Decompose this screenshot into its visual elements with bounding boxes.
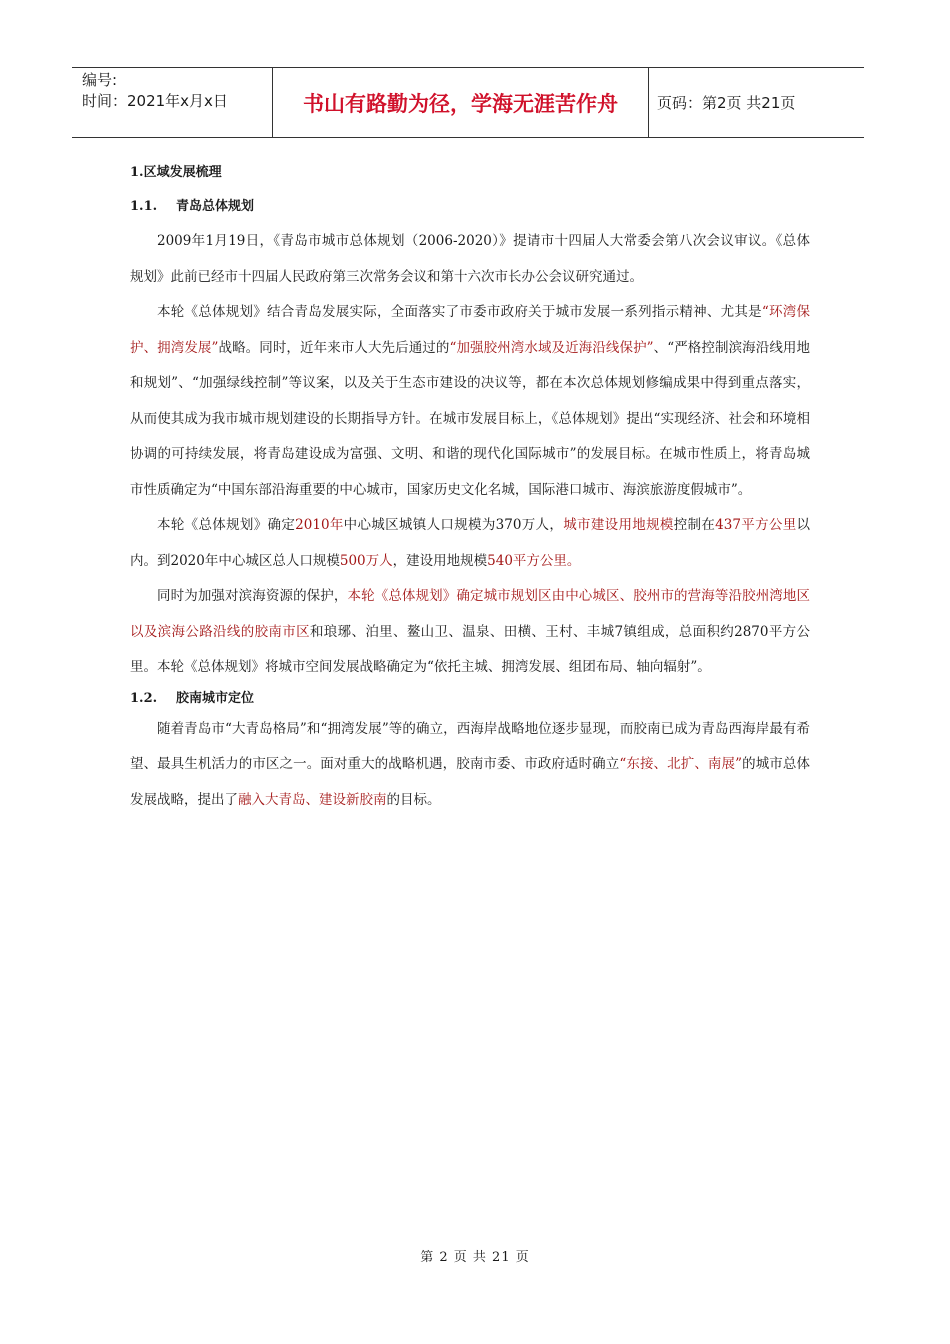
highlight-text: 2010年 (295, 517, 344, 533)
section-heading-1: 1.区域发展梳理 (130, 165, 222, 180)
heading-number: 1.2. (130, 690, 158, 706)
highlight-text: “环湾保护、拥湾发展” (130, 304, 811, 356)
highlight-text: 540平方公里。 (487, 552, 581, 569)
highlight-text: 500万人 (339, 552, 393, 569)
page-header (72, 67, 864, 138)
highlight-text: 融入大青岛、建设新胶南 (238, 791, 387, 808)
text-run: 中心城区城镇人口规模为370万人， (343, 517, 564, 533)
document-body (130, 160, 810, 818)
text-run: 以内。到2020年中心城区总人口规模 (130, 517, 811, 569)
section-heading-1-2 (130, 690, 810, 708)
paragraph-3 (130, 508, 810, 579)
header-motto: 书山有路勤为径，学海无涯苦作舟 (273, 68, 649, 137)
doc-time-label: 时间：2021年x月x日 (82, 92, 228, 110)
header-meta (72, 68, 273, 137)
text-run: 控制在 (673, 517, 716, 533)
heading-number: 1.1. (130, 199, 158, 214)
text-run: 的城市总体发展战略，提出了 (130, 756, 810, 808)
highlight-text: “加强胶州湾水域及近海沿线保护” (449, 339, 654, 356)
text-run: 随着青岛市“大青岛格局”和“拥湾发展”等的确立，西海岸战略地位逐步显现，而胶南已成为青岛西海岸最有希望、最具生机活力的市区之一。面对重大的战略机遇，胶南市委、市政府适时确立 (130, 720, 810, 772)
paragraph-5 (130, 712, 810, 819)
text-run: 战略。同时，近年来市人大先后通过的 (218, 339, 450, 356)
heading-title: 青岛总体规划 (176, 199, 255, 214)
header-page-code: 页码：第2页 共21页 (657, 94, 796, 112)
page-footer: 第 2 页 共 21 页 (420, 1250, 530, 1265)
paragraph-2 (130, 295, 810, 508)
text-run: 的目标。 (386, 791, 441, 808)
text-run: 本轮《总体规划》确定 (157, 517, 296, 533)
text-run: 、“严格控制滨海沿线用地和规划”、“加强绿线控制”等议案，以及关于生态市建设的决议等，都在本次总体规划修编成果中得到重点落实，从而使其成为我市城市规划建设的长期指导方针。在城市发展目标上，《总体规划》提出“实现经济、社会和环境相协调的可持续发展，将青岛建设成为富强、文明、和谐的现代化国际城市”的发展目标。在城市性质上，将青岛城市性质确定为“中国东部沿海重要的中心城市，国家历史文化名城，国际港口城市、海滨旅游度假城市”。 (130, 339, 810, 498)
paragraph-4 (130, 579, 810, 686)
section-heading-1-1 (130, 198, 810, 216)
heading-title: 胶南城市定位 (176, 690, 255, 706)
highlight-text: 城市建设用地规模 (563, 517, 674, 533)
paragraph-1 (130, 224, 810, 295)
doc-number-label: 编号: (82, 71, 118, 89)
text-run: ，建设用地规模 (392, 552, 488, 569)
text-run: 和琅琊、泊里、鳌山卫、温泉、田横、王村、丰城7镇组成，总面积约2870平方公里。本轮《总体规划》将城市空间发展战略确定为“依托主城、拥湾发展、组团布局、轴向辐射”。 (130, 623, 811, 675)
text-run: 本轮《总体规划》结合青岛发展实际，全面落实了市委市政府关于城市发展一系列指示精神、尤其是 (157, 304, 762, 320)
text-run: 2009年1月19日，《青岛市城市总体规划（2006-2020）》提请市十四届人大常委会第八次会议审议。《总体规划》此前已经市十四届人民政府第三次常务会议和第十六次市长办公会议研究通过。 (130, 233, 810, 285)
highlight-text: 本轮《总体规划》确定城市规划区由中心城区、胶州市的营海等沿胶州湾地区以及滨海公路沿线的胶南市区 (130, 588, 811, 640)
highlight-text: 437平方公里 (715, 517, 797, 533)
highlight-text: “东接、北扩、南展” (619, 756, 743, 772)
text-run: 同时为加强对滨海资源的保护， (157, 588, 348, 604)
